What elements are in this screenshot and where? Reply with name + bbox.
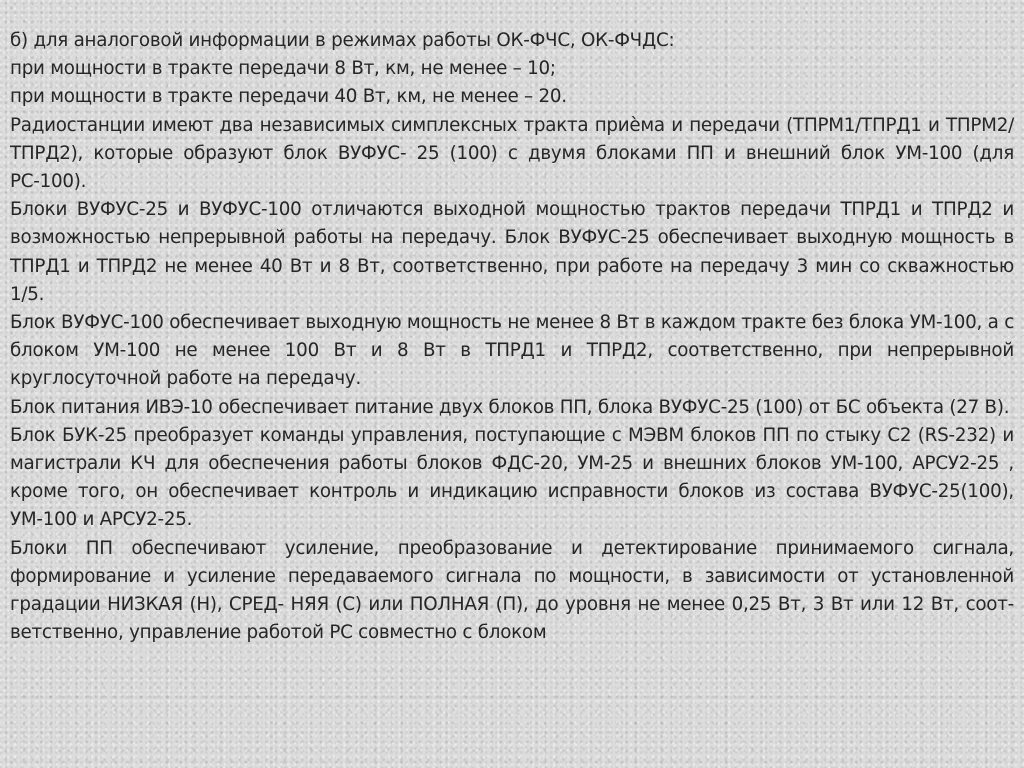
paragraph-range-8w: при мощности в тракте передачи 8 Вт, км, не менее – 10; — [10, 58, 556, 80]
paragraph-vufus-100: Блок ВУФУС-100 обеспечивает выходную мощность не менее 8 Вт в каждом тракте без блока УМ-100, а с блоком УМ-100 не менее 100 Вт и 8 Вт в ТПРД1 и ТПРД2, соответственно, при непрерывной круглосуточной работе на передачу. — [10, 312, 1014, 390]
paragraph-vufus-blocks: Блоки ВУФУС-25 и ВУФУС-100 отличаются выходной мощностью трактов передачи ТПРД1 и ТПРД2 и возможностью непрерывной работы на передачу. Блок ВУФУС-25 обеспечивает выходную мощность в ТПРД1 и ТПРД2 не менее 40 Вт и 8 Вт, соответственно, при работе на передачу 3 мин со скважностью 1/5. — [10, 199, 1014, 305]
paragraph-radio-stations: Радиостанции имеют два независимых симплексных тракта приѐма и передачи (ТПРМ1/ТПРД1 и ТПРМ2/ТПРД2), которые образуют блок ВУФУС- 25 (100) с двумя блоками ПП и внешний блок УМ-100 (для РС-100). — [10, 114, 1014, 193]
document-text — [10, 27, 1014, 647]
paragraph-range-40w: при мощности в тракте передачи 40 Вт, км, не менее – 20. — [10, 86, 567, 108]
paragraph-pp-blocks: Блоки ПП обеспечивают усиление, преобразование и детектирование принимаемого сигнала, формирование и усиление передаваемого сигнала по мощности, в зависимости от установленной градации НИЗКАЯ (Н), СРЕД- НЯЯ (С) или ПОЛНАЯ (П), до уровня не менее 0,25 Вт, 3 Вт или 12 Вт, соот- ветственно, управление работой РС совместно с блоком — [10, 537, 1014, 644]
paragraph-buk-25: Блок БУК-25 преобразует команды управления, поступающие с МЭВМ блоков ПП по стыку С2 (RS-232) и магистрали КЧ для обеспечения работы блоков ФДС-20, УМ-25 и внешних блоков УМ-100, АРСУ2-25 , кроме того, он обеспечивает контроль и индикацию исправности блоков из состава ВУФУС-25(100), УМ-100 и АРСУ2-25. — [10, 424, 1014, 531]
paragraph-power-supply: Блок питания ИВЭ-10 обеспечивает питание двух блоков ПП, блока ВУФУС-25 (100) от БС объекта (27 В). — [10, 396, 1010, 418]
paragraph-analog-info-heading: б) для аналоговой информации в режимах работы ОК-ФЧС, ОК-ФЧДС: — [10, 30, 675, 51]
